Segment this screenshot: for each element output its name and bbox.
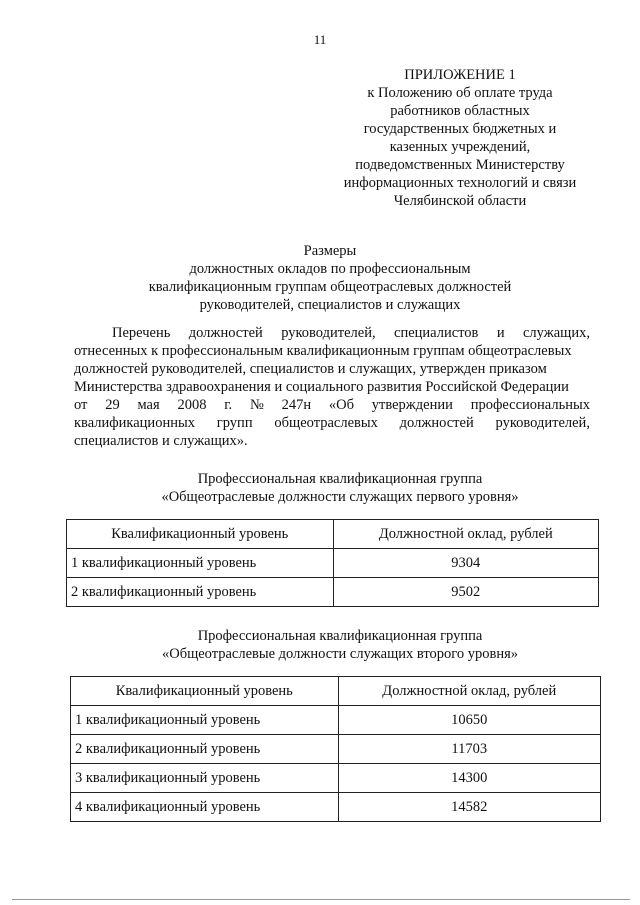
group-heading-line: Профессиональная квалификационная группа xyxy=(197,628,483,644)
group-2-table xyxy=(70,676,601,822)
intro-word: отнесенных к профессиональным квалификационным группам общеотраслевых xyxy=(74,343,572,359)
table-header-level: Квалификационный уровень xyxy=(67,520,334,549)
appendix-line: Челябинской области xyxy=(393,193,527,209)
appendix-block xyxy=(330,66,590,210)
table-row xyxy=(71,764,601,793)
appendix-line: подведомственных Министерству xyxy=(355,157,565,173)
title-line: Размеры xyxy=(303,243,357,259)
intro-word: профессиональных xyxy=(470,397,590,413)
intro-word: 29 xyxy=(105,397,120,413)
intro-word: квалификационных xyxy=(74,415,195,431)
group-heading-line: «Общеотраслевые должности служащих первого уровня» xyxy=(161,489,519,505)
salary-cell: 11703 xyxy=(338,735,600,764)
page-number: 11 xyxy=(313,32,327,47)
intro-word: специалистов xyxy=(394,325,479,341)
table-row xyxy=(67,578,599,607)
level-cell: 3 квалификационный уровень xyxy=(71,764,339,793)
table-header-level: Квалификационный уровень xyxy=(71,677,339,706)
group-1-table xyxy=(66,519,599,607)
intro-word: общеотраслевых xyxy=(274,415,378,431)
intro-word: г. xyxy=(224,397,233,413)
table-header-salary: Должностной оклад, рублей xyxy=(338,677,600,706)
salary-cell: 9502 xyxy=(333,578,598,607)
intro-word: руководителей, xyxy=(281,325,376,341)
group-heading-line: Профессиональная квалификационная группа xyxy=(197,471,483,487)
table-header-salary: Должностной оклад, рублей xyxy=(333,520,598,549)
intro-word: и xyxy=(496,325,505,341)
salary-cell: 9304 xyxy=(333,549,598,578)
group-1-heading xyxy=(0,470,640,506)
title-line: квалификационным группам общеотраслевых должностей xyxy=(148,279,512,295)
intro-word: специалистов и служащих». xyxy=(74,433,248,449)
appendix-line: работников областных xyxy=(390,103,530,119)
intro-word: руководителей, xyxy=(495,415,590,431)
intro-word: № xyxy=(249,397,264,413)
intro-word: от xyxy=(74,397,88,413)
intro-word: служащих, xyxy=(522,325,590,341)
intro-line xyxy=(74,360,590,378)
appendix-title: ПРИЛОЖЕНИЕ 1 xyxy=(404,67,516,83)
level-cell: 1 квалификационный уровень xyxy=(67,549,334,578)
intro-word: 2008 xyxy=(177,397,207,413)
table-header-row xyxy=(71,677,601,706)
intro-word: Министерства здравоохранения и социального развития Российской Федерации xyxy=(74,379,569,395)
level-cell: 1 квалификационный уровень xyxy=(71,706,339,735)
intro-word: «Об xyxy=(328,397,354,413)
appendix-line: информационных технологий и связи xyxy=(343,175,577,191)
table-header-row xyxy=(67,520,599,549)
group-2-heading xyxy=(0,627,640,663)
level-cell: 2 квалификационный уровень xyxy=(67,578,334,607)
group-heading-line: «Общеотраслевые должности служащих второго уровня» xyxy=(161,646,519,662)
intro-word: должностей xyxy=(188,325,263,341)
table-row xyxy=(67,549,599,578)
document-title xyxy=(0,242,640,314)
page-bottom-divider xyxy=(12,899,630,900)
intro-line xyxy=(74,414,590,432)
intro-word: Перечень xyxy=(112,325,171,341)
intro-line xyxy=(74,432,590,450)
intro-line xyxy=(74,324,590,342)
appendix-line: к Положению об оплате труда xyxy=(367,85,553,101)
salary-cell: 14300 xyxy=(338,764,600,793)
intro-line xyxy=(74,378,590,396)
intro-word: 247н xyxy=(281,397,312,413)
appendix-line: казенных учреждений, xyxy=(389,139,531,155)
title-line: должностных окладов по профессиональным xyxy=(189,261,471,277)
intro-line xyxy=(74,396,590,414)
intro-word: должностей xyxy=(399,415,474,431)
level-cell: 2 квалификационный уровень xyxy=(71,735,339,764)
intro-paragraph xyxy=(74,324,590,450)
appendix-line: государственных бюджетных и xyxy=(363,121,557,137)
table-row xyxy=(71,706,601,735)
intro-word: групп xyxy=(216,415,253,431)
intro-line xyxy=(74,342,590,360)
table-row xyxy=(71,735,601,764)
level-cell: 4 квалификационный уровень xyxy=(71,793,339,822)
intro-word: должностей руководителей, специалистов и служащих, утвержден приказом xyxy=(74,361,547,377)
intro-word: утверждении xyxy=(371,397,453,413)
intro-word: мая xyxy=(137,397,160,413)
salary-cell: 14582 xyxy=(338,793,600,822)
table-row xyxy=(71,793,601,822)
salary-cell: 10650 xyxy=(338,706,600,735)
title-line: руководителей, специалистов и служащих xyxy=(199,297,461,313)
